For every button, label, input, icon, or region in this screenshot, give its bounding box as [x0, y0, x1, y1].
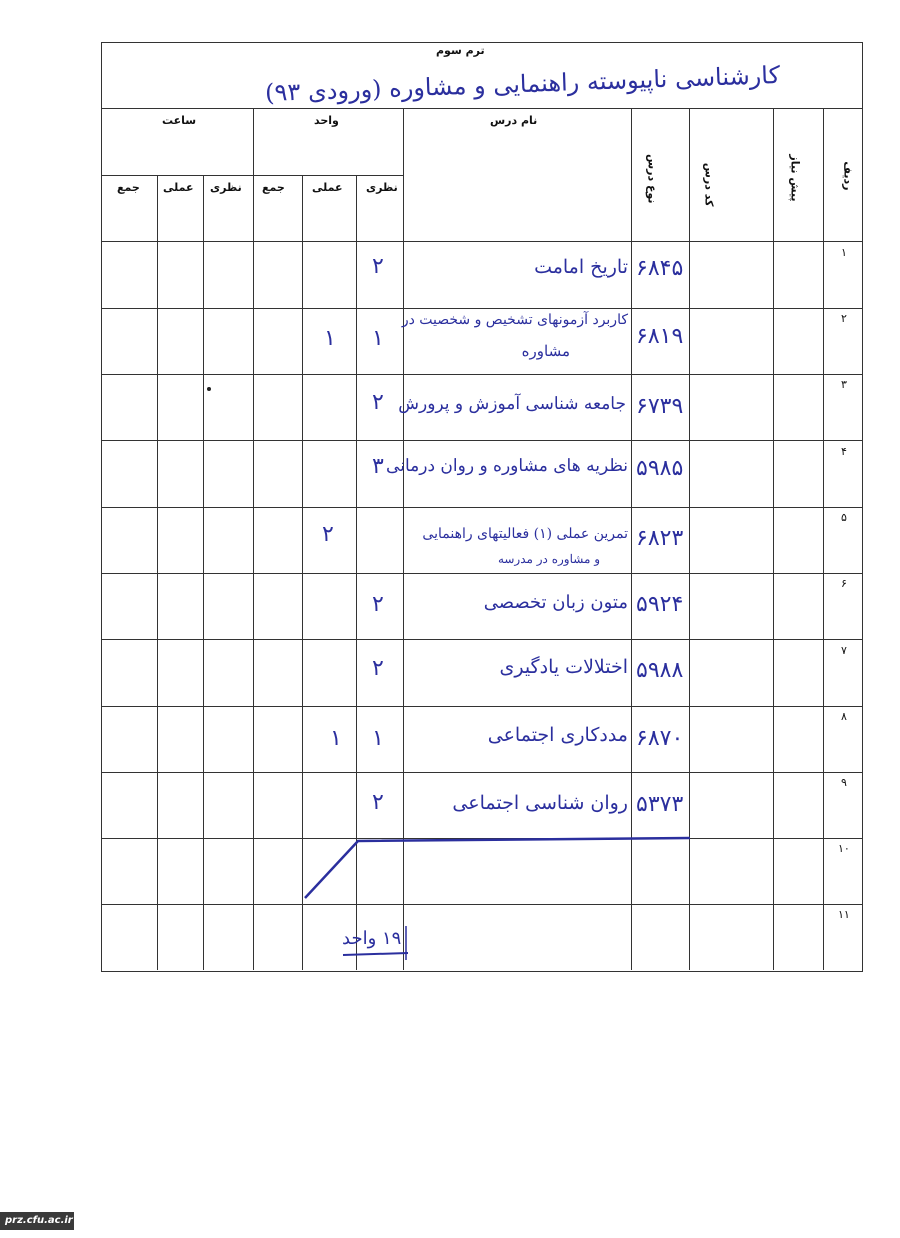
unit-theory: ۱ [372, 726, 384, 751]
row-number: ۵ [841, 511, 847, 524]
row-number: ۲ [841, 312, 847, 325]
row-number: ۳ [841, 378, 847, 391]
col-header-unit-theory: نظری [366, 181, 398, 194]
col-header-unit-total: جمع [262, 181, 285, 194]
col-header-hour-total: جمع [117, 181, 140, 194]
unit-theory: ۲ [372, 254, 384, 279]
row-line [101, 706, 862, 707]
term-label: ترم سوم [436, 44, 485, 57]
course-name: مددکاری اجتماعی [487, 724, 628, 746]
course-name: متون زبان تخصصی [483, 592, 628, 613]
watermark: prz.cfu.ac.ir [0, 1212, 74, 1230]
course-name: روان شناسی اجتماعی [452, 792, 628, 814]
col-line [203, 175, 204, 970]
row-line [101, 772, 862, 773]
row-line [101, 573, 862, 574]
course-type: ۵۹۸۸ [636, 658, 684, 683]
row-number: ۱۰ [838, 842, 850, 855]
col-line [302, 175, 303, 970]
course-type: ۵۹۲۴ [636, 592, 684, 617]
course-name-line2: مشاوره [521, 342, 570, 360]
total-units: ۱۹ واحد [342, 928, 402, 949]
unit-theory: ۲ [372, 656, 384, 681]
course-type: ۶۷۳۹ [636, 394, 684, 419]
course-type: ۶۸۱۹ [636, 324, 684, 349]
col-header-name: نام درس [490, 114, 538, 127]
course-name: اختلالات یادگیری [499, 656, 628, 678]
col-line [689, 108, 690, 970]
row-line [101, 308, 862, 309]
course-name: کاربرد آزمونهای تشخیص و شخصیت در [401, 312, 628, 328]
row-number: ۸ [841, 710, 847, 723]
row-line [101, 507, 862, 508]
row-number: ۱ [841, 246, 847, 259]
row-number: ۶ [841, 577, 847, 590]
course-type: ۵۳۷۳ [636, 792, 684, 817]
ink-dot [207, 387, 211, 391]
unit-theory: ۳ [372, 454, 384, 479]
subheader-divider [101, 175, 403, 176]
col-header-hour-theory: نظری [210, 181, 242, 194]
row-line [101, 838, 862, 839]
unit-theory: ۲ [372, 390, 384, 415]
unit-theory: ۲ [372, 790, 384, 815]
col-header-code: کد درس [702, 162, 716, 207]
row-number: ۱۱ [838, 908, 850, 921]
col-header-row-no: ردیف [841, 161, 855, 191]
row-line [101, 374, 862, 375]
unit-practical: ۱ [324, 326, 336, 351]
col-line [631, 108, 632, 970]
course-type: ۶۸۷۰ [636, 726, 684, 751]
col-header-hours: ساعت [162, 114, 197, 127]
row-number: ۷ [841, 644, 847, 657]
col-header-prereq: پیش نیاز [788, 154, 802, 202]
course-name: تاریخ امامت [534, 256, 628, 278]
course-name-line2: و مشاوره در مدرسه [497, 552, 600, 566]
course-name: جامعه شناسی آموزش و پرورش [398, 394, 626, 414]
col-header-hour-practical: عملی [163, 181, 194, 194]
unit-practical: ۱ [330, 726, 342, 751]
col-line [823, 108, 824, 970]
header-divider [101, 108, 862, 109]
row-number: ۴ [841, 445, 847, 458]
unit-practical: ۲ [322, 522, 334, 547]
col-header-units: واحد [314, 114, 339, 127]
col-line [253, 108, 254, 970]
course-type: ۶۸۲۳ [636, 526, 684, 551]
col-line [356, 175, 357, 970]
col-line [403, 108, 404, 970]
program-title: کارشناسی ناپیوسته راهنمایی و مشاوره (ورودی ۹۳) [264, 61, 781, 107]
col-header-unit-practical: عملی [312, 181, 343, 194]
col-header-type: نوع درس [645, 153, 659, 204]
row-number: ۹ [841, 776, 847, 789]
course-name: تمرین عملی (۱) فعالیتهای راهنمایی [422, 526, 628, 542]
course-type: ۵۹۸۵ [636, 456, 684, 481]
row-line [101, 904, 862, 905]
row-line [101, 639, 862, 640]
column-header-divider [101, 241, 862, 242]
course-type: ۶۸۴۵ [636, 256, 684, 281]
unit-theory: ۲ [372, 592, 384, 617]
col-line [773, 108, 774, 970]
unit-theory: ۱ [372, 326, 384, 351]
row-line [101, 440, 862, 441]
col-line [157, 175, 158, 970]
course-name: نظریه های مشاوره و روان درمانی [386, 456, 628, 476]
